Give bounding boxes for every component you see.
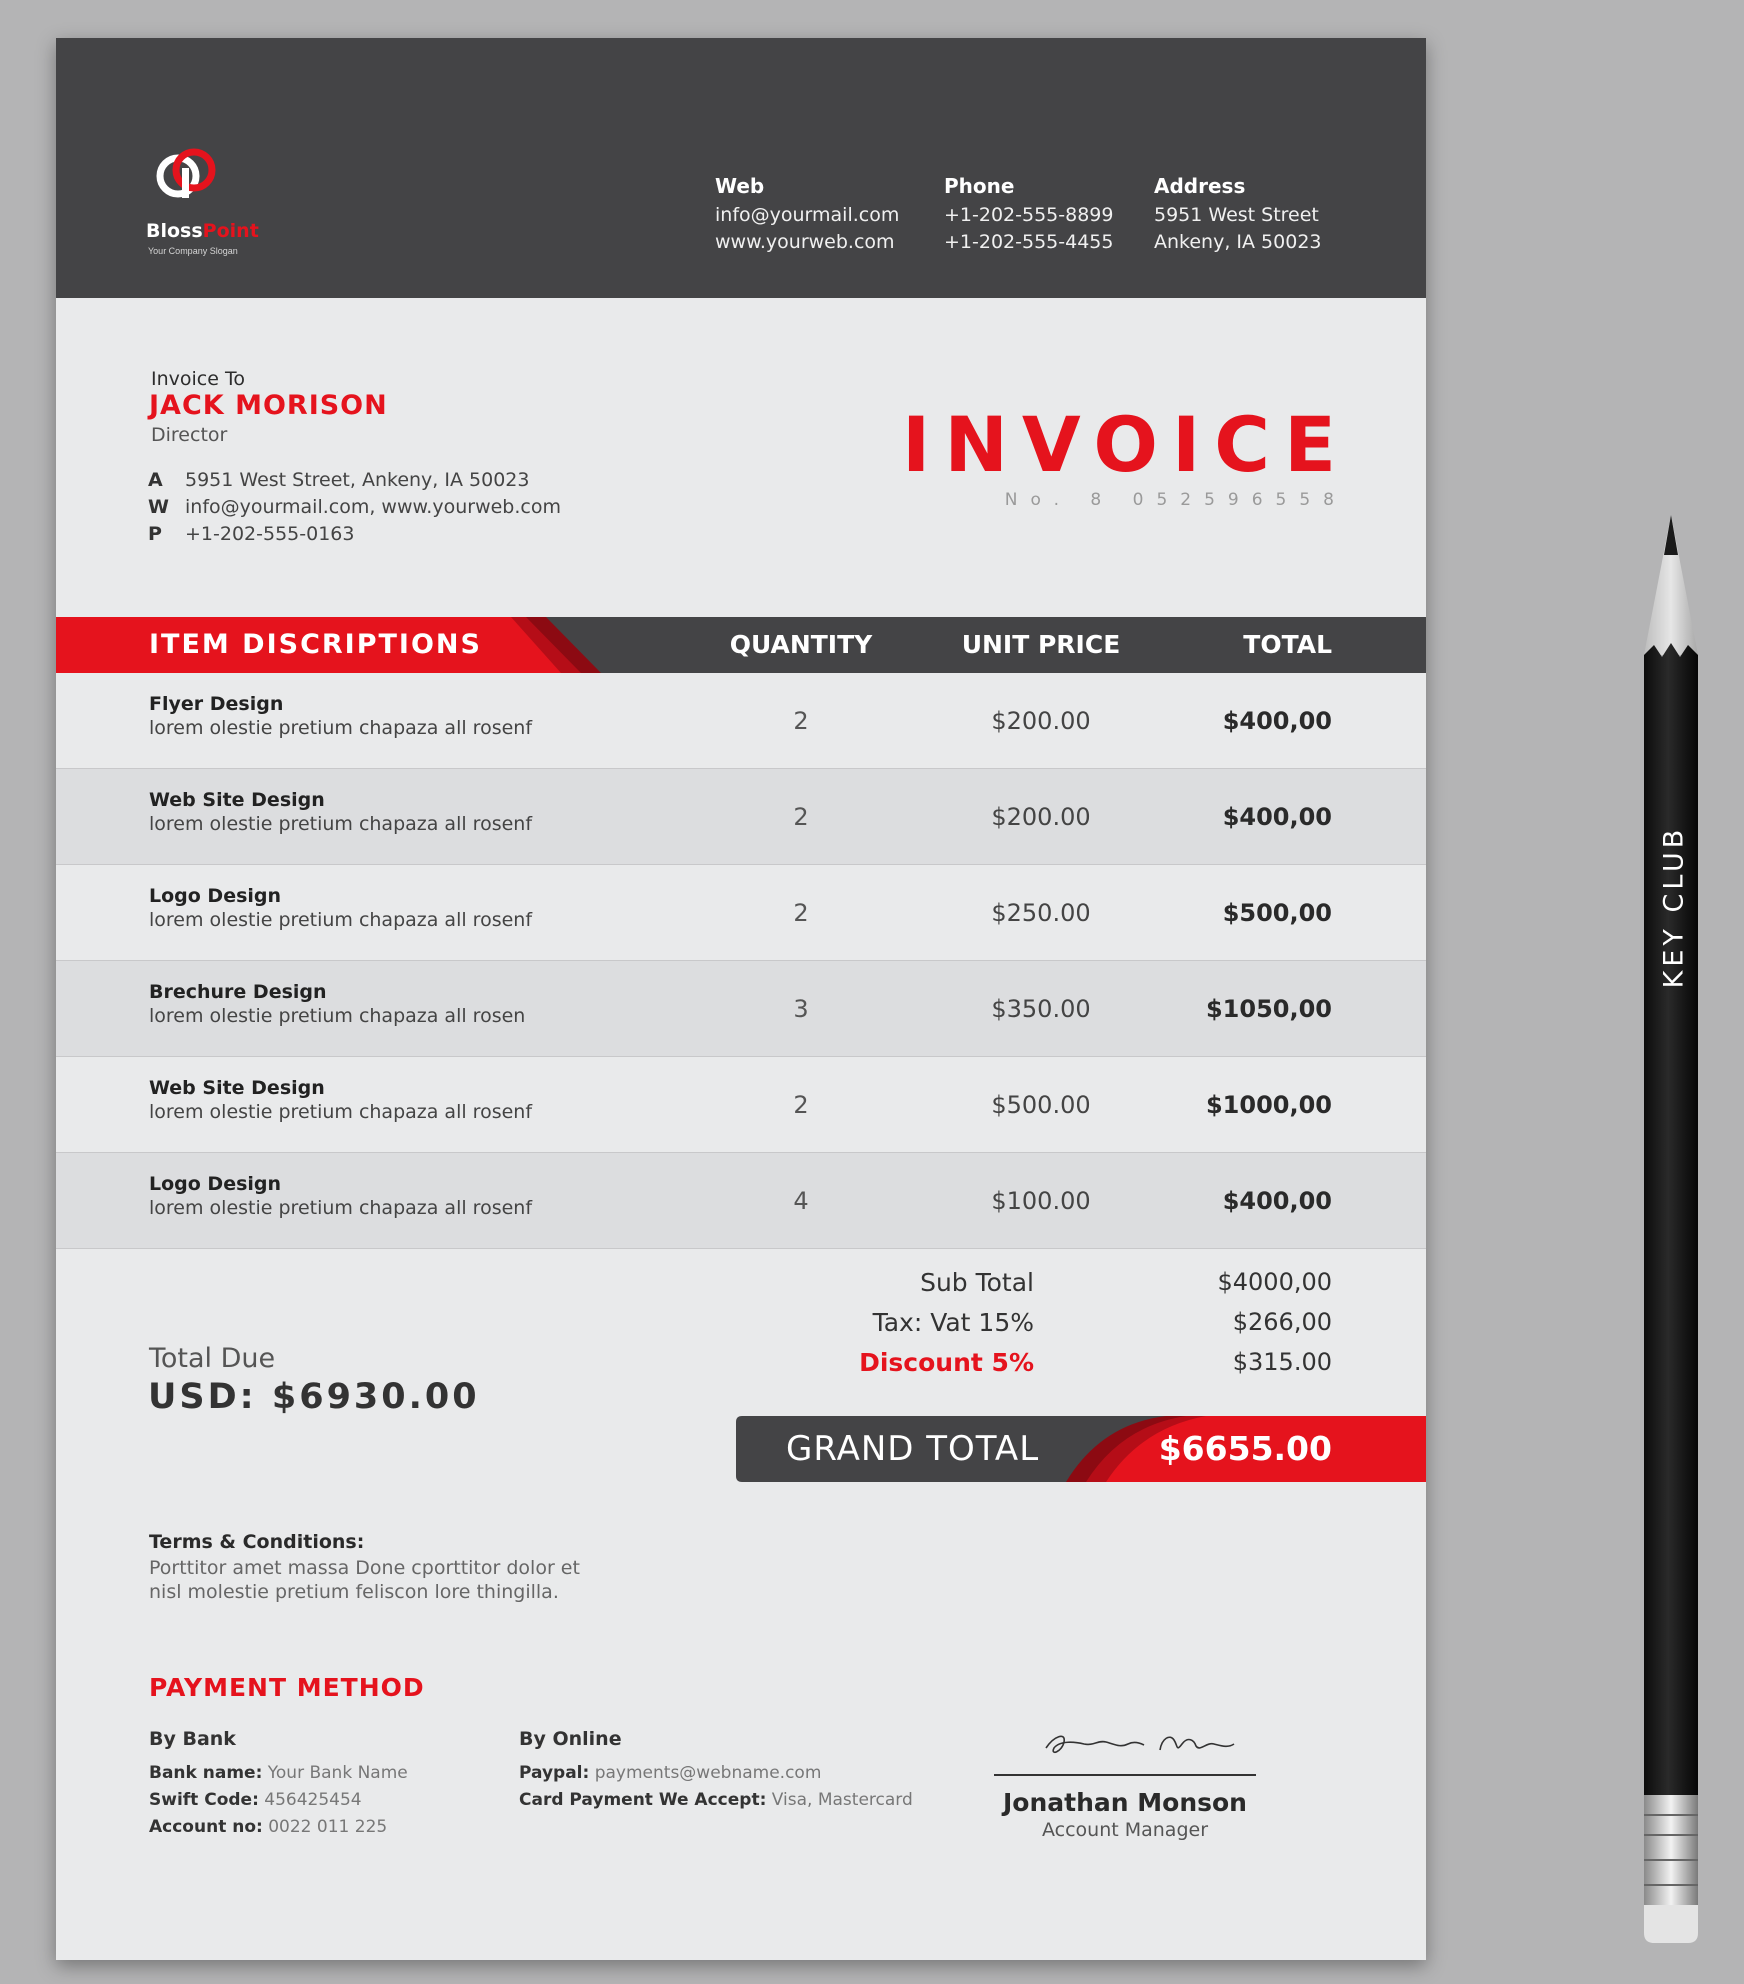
col-header-unit-price: UNIT PRICE	[961, 630, 1121, 659]
client-phone-row: P +1-202-555-0163	[148, 522, 355, 545]
header-web-title: Web	[715, 174, 765, 198]
table-row	[56, 1153, 1426, 1249]
item-total: $400,00	[1222, 803, 1332, 831]
subtotal-value: $4000,00	[1217, 1268, 1332, 1296]
payment-method-title: PAYMENT METHOD	[149, 1673, 425, 1702]
logo-brand-name: BlossPoint	[146, 220, 259, 242]
client-name: JACK MORISON	[149, 390, 388, 421]
paypal-row: Paypal: payments@webname.com	[519, 1763, 822, 1783]
company-logo	[146, 148, 286, 268]
invoice-number: No. 8 052596558	[1004, 490, 1347, 510]
item-name: Brechure Design	[149, 981, 327, 1003]
tax-value: $266,00	[1232, 1308, 1332, 1336]
bank-name-row: Bank name: Your Bank Name	[149, 1763, 408, 1783]
discount-value: $315.00	[1232, 1348, 1332, 1376]
table-row	[56, 961, 1426, 1057]
item-description: lorem olestie pretium chapaza all rosenf	[149, 1101, 533, 1123]
header-phone	[944, 174, 1113, 256]
signature-line	[994, 1774, 1256, 1776]
invoice-header	[56, 38, 1426, 298]
table-header	[56, 617, 1426, 673]
item-name: Web Site Design	[149, 1077, 325, 1099]
header-web	[715, 174, 899, 256]
item-unit-price: $500.00	[991, 1091, 1091, 1119]
items-table	[56, 673, 1426, 1249]
item-quantity: 3	[793, 995, 809, 1023]
item-description: lorem olestie pretium chapaza all rosenf	[149, 813, 533, 835]
pencil-illustration	[1636, 515, 1706, 1945]
client-role: Director	[151, 424, 228, 446]
account-no-row: Account no: 0022 011 225	[149, 1817, 388, 1837]
invoice-sheet	[56, 38, 1426, 1960]
col-header-total: TOTAL	[1243, 630, 1332, 659]
item-quantity: 4	[793, 1187, 809, 1215]
header-phone-title: Phone	[944, 174, 1015, 198]
pencil-label: KEY CLUB	[1658, 825, 1690, 989]
invoice-title: INVOICE	[902, 400, 1350, 489]
item-name: Logo Design	[149, 1173, 282, 1195]
logo-icon	[152, 138, 222, 208]
signature-scribble	[994, 1718, 1256, 1764]
header-address-1: 5951 West Street	[1154, 204, 1319, 226]
client-web-row: W info@yourmail.com, www.yourweb.com	[148, 495, 561, 518]
item-total: $500,00	[1222, 899, 1332, 927]
table-row	[56, 769, 1426, 865]
signatory-role: Account Manager	[1041, 1819, 1209, 1841]
grand-total-value: $6655.00	[1158, 1429, 1332, 1468]
invoice-to-label: Invoice To	[151, 368, 245, 390]
item-unit-price: $200.00	[991, 707, 1091, 735]
terms-body: Porttitor amet massa Done cporttitor dolor et nisl molestie pretium feliscon lore thingilla.	[149, 1557, 580, 1603]
item-description: lorem olestie pretium chapaza all rosenf	[149, 909, 533, 931]
item-unit-price: $200.00	[991, 803, 1091, 831]
item-name: Web Site Design	[149, 789, 325, 811]
item-description: lorem olestie pretium chapaza all rosenf	[149, 1197, 533, 1219]
table-row	[56, 1057, 1426, 1153]
swift-code-row: Swift Code: 456425454	[149, 1790, 362, 1810]
grand-total-label: GRAND TOTAL	[786, 1429, 1040, 1469]
total-due-label: Total Due	[149, 1343, 276, 1374]
terms-title: Terms & Conditions:	[149, 1531, 365, 1553]
payment-bank	[149, 1728, 408, 1841]
header-web-email: info@yourmail.com	[715, 204, 900, 226]
subtotal-row	[56, 1268, 1426, 1308]
item-total: $1050,00	[1205, 995, 1332, 1023]
total-due-value: USD: $6930.00	[148, 1377, 480, 1417]
item-total: $400,00	[1222, 1187, 1332, 1215]
item-unit-price: $100.00	[991, 1187, 1091, 1215]
header-address	[1154, 174, 1322, 256]
header-web-site: www.yourweb.com	[715, 231, 895, 253]
subtotal-label: Sub Total	[920, 1268, 1034, 1297]
tax-label: Tax: Vat 15%	[872, 1308, 1034, 1337]
logo-tagline: Your Company Slogan	[148, 246, 238, 256]
card-payment-row: Card Payment We Accept: Visa, Mastercard	[519, 1790, 913, 1810]
item-total: $400,00	[1222, 707, 1332, 735]
grand-total-bar	[736, 1416, 1426, 1482]
col-header-quantity: QUANTITY	[729, 630, 873, 659]
table-row	[56, 865, 1426, 961]
header-phone-2: +1-202-555-4455	[944, 231, 1114, 253]
item-description: lorem olestie pretium chapaza all rosen	[149, 1005, 526, 1027]
item-name: Flyer Design	[149, 693, 284, 715]
tax-row	[56, 1308, 1426, 1348]
item-unit-price: $350.00	[991, 995, 1091, 1023]
item-quantity: 2	[793, 707, 809, 735]
client-address-row: A 5951 West Street, Ankeny, IA 50023	[148, 468, 530, 491]
header-address-2: Ankeny, IA 50023	[1154, 231, 1322, 253]
table-row	[56, 673, 1426, 769]
item-quantity: 2	[793, 803, 809, 831]
item-description: lorem olestie pretium chapaza all rosenf	[149, 717, 533, 739]
client-contact	[148, 466, 561, 547]
item-quantity: 2	[793, 899, 809, 927]
header-phone-1: +1-202-555-8899	[944, 204, 1114, 226]
payment-bank-title: By Bank	[149, 1728, 236, 1750]
item-unit-price: $250.00	[991, 899, 1091, 927]
item-total: $1000,00	[1205, 1091, 1332, 1119]
signatory-name: Jonathan Monson	[1003, 1788, 1247, 1817]
col-header-description: ITEM DISCRIPTIONS	[149, 629, 482, 660]
payment-online	[519, 1728, 913, 1814]
header-address-title: Address	[1154, 174, 1246, 198]
payment-online-title: By Online	[519, 1728, 622, 1750]
discount-label: Discount 5%	[859, 1348, 1034, 1377]
item-quantity: 2	[793, 1091, 809, 1119]
item-name: Logo Design	[149, 885, 282, 907]
